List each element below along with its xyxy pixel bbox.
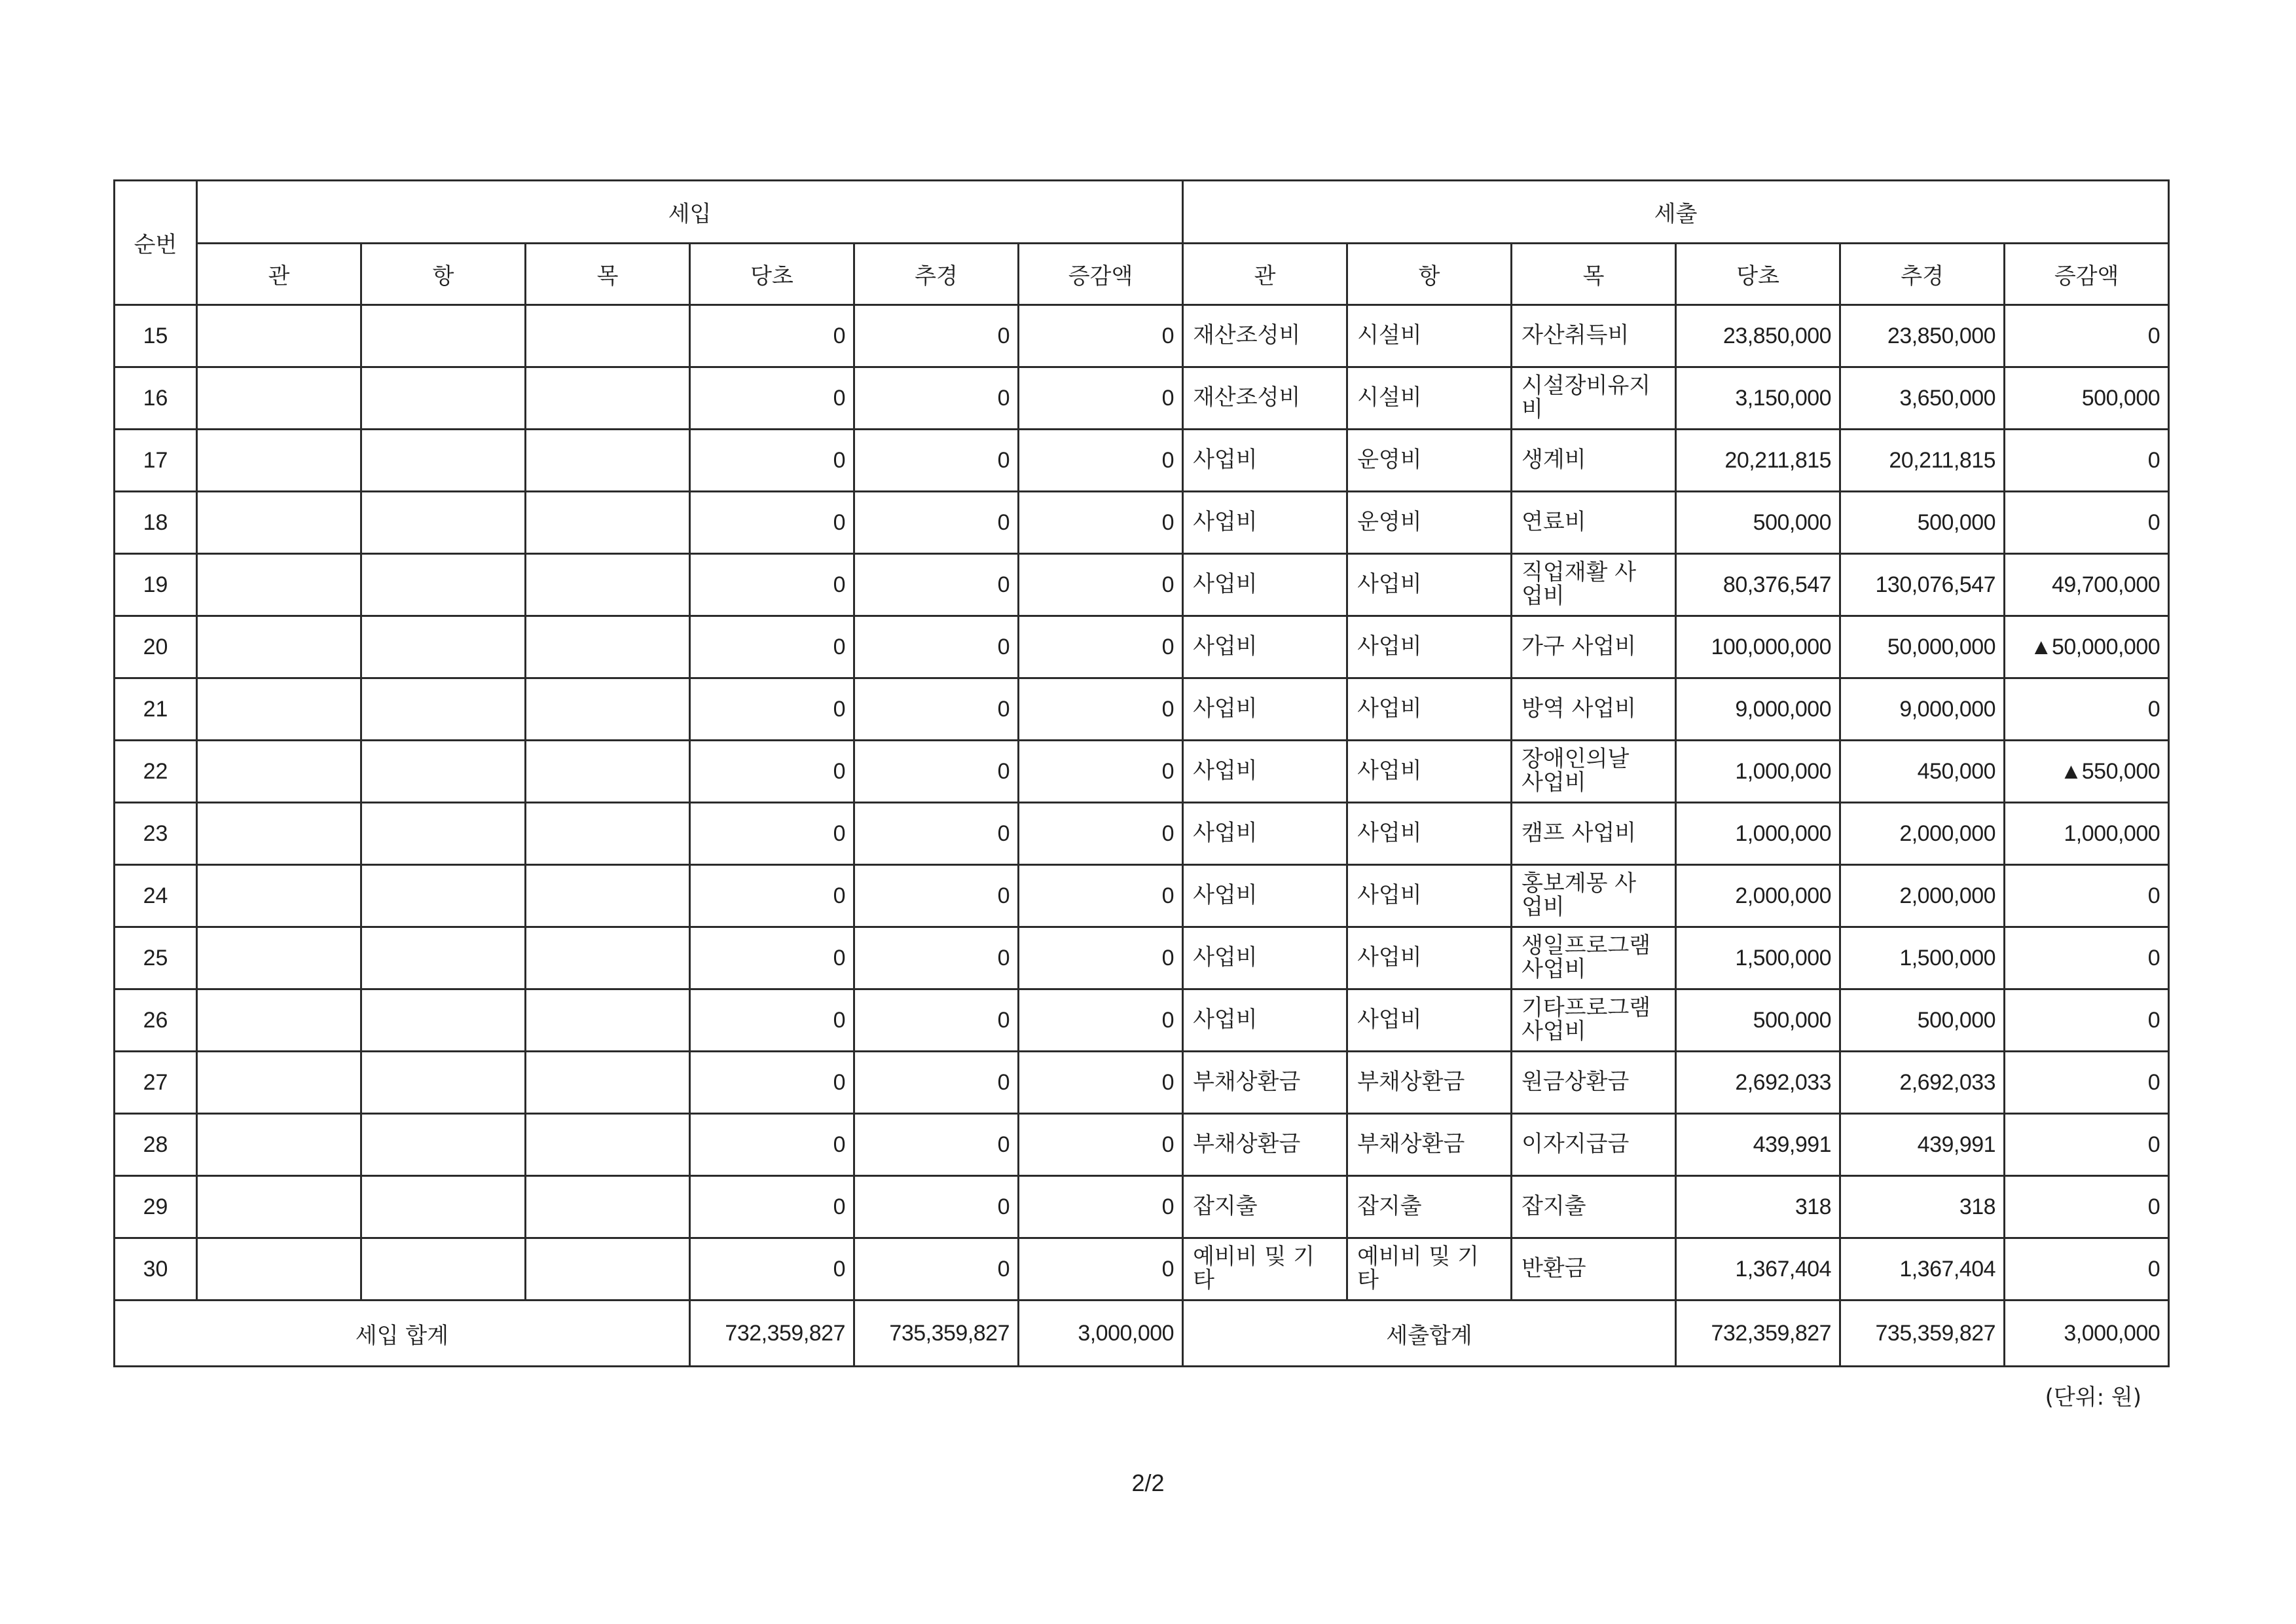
table-row bbox=[115, 989, 2169, 1052]
revenue-change-cell: 0 bbox=[1019, 367, 1183, 430]
expenditure-mok-cell: 기타프로그램 사업비 bbox=[1512, 989, 1676, 1052]
revenue-change-cell: 0 bbox=[1019, 741, 1183, 803]
revenue-gwan-cell bbox=[197, 678, 361, 741]
expenditure-gwan-cell: 사업비 bbox=[1183, 616, 1347, 678]
row-number-cell: 22 bbox=[115, 741, 197, 803]
revenue-gwan-cell bbox=[197, 367, 361, 430]
revenue-change-cell: 0 bbox=[1019, 492, 1183, 554]
expenditure-initial-cell: 1,500,000 bbox=[1676, 927, 1840, 989]
table-row bbox=[115, 678, 2169, 741]
revenue-initial-cell: 0 bbox=[690, 430, 854, 492]
revenue-mok-cell bbox=[526, 1176, 690, 1238]
expenditure-initial-header: 당초 bbox=[1676, 244, 1840, 305]
expenditure-gwan-cell: 사업비 bbox=[1183, 989, 1347, 1052]
revenue-revised-cell: 0 bbox=[854, 1052, 1019, 1114]
expenditure-revised-cell: 318 bbox=[1840, 1176, 2005, 1238]
revenue-change-cell: 0 bbox=[1019, 616, 1183, 678]
revenue-change-cell: 0 bbox=[1019, 865, 1183, 927]
revenue-change-cell: 0 bbox=[1019, 803, 1183, 865]
expenditure-hang-cell: 시설비 bbox=[1347, 367, 1512, 430]
revenue-change-cell: 0 bbox=[1019, 927, 1183, 989]
expenditure-revised-cell: 500,000 bbox=[1840, 989, 2005, 1052]
revenue-initial-cell: 0 bbox=[690, 492, 854, 554]
expenditure-initial-cell: 439,991 bbox=[1676, 1114, 1840, 1176]
expenditure-initial-cell: 1,367,404 bbox=[1676, 1238, 1840, 1301]
revenue-initial-cell: 0 bbox=[690, 1238, 854, 1301]
expenditure-total-label: 세출합계 bbox=[1183, 1301, 1676, 1367]
revenue-change-cell: 0 bbox=[1019, 430, 1183, 492]
expenditure-mok-cell: 이자지급금 bbox=[1512, 1114, 1676, 1176]
revenue-revised-cell: 0 bbox=[854, 865, 1019, 927]
revenue-revised-cell: 0 bbox=[854, 616, 1019, 678]
expenditure-mok-cell: 캠프 사업비 bbox=[1512, 803, 1676, 865]
expenditure-change-cell: 0 bbox=[2005, 927, 2169, 989]
expenditure-hang-cell: 운영비 bbox=[1347, 492, 1512, 554]
row-number-cell: 19 bbox=[115, 554, 197, 616]
expenditure-revised-cell: 2,692,033 bbox=[1840, 1052, 2005, 1114]
table-row bbox=[115, 616, 2169, 678]
revenue-revised-cell: 0 bbox=[854, 492, 1019, 554]
revenue-change-cell: 0 bbox=[1019, 1052, 1183, 1114]
expenditure-gwan-cell: 잡지출 bbox=[1183, 1176, 1347, 1238]
row-number-cell: 16 bbox=[115, 367, 197, 430]
expenditure-change-cell: 0 bbox=[2005, 1114, 2169, 1176]
expenditure-initial-cell: 20,211,815 bbox=[1676, 430, 1840, 492]
revenue-revised-cell: 0 bbox=[854, 1114, 1019, 1176]
expenditure-mok-cell: 시설장비유지비 bbox=[1512, 367, 1676, 430]
expenditure-mok-cell: 생일프로그램 사업비 bbox=[1512, 927, 1676, 989]
expenditure-gwan-cell: 재산조성비 bbox=[1183, 367, 1347, 430]
revenue-header: 세입 bbox=[197, 181, 1183, 244]
expenditure-revised-header: 추경 bbox=[1840, 244, 2005, 305]
row-number-cell: 26 bbox=[115, 989, 197, 1052]
table-row bbox=[115, 927, 2169, 989]
revenue-hang-cell bbox=[361, 865, 526, 927]
expenditure-mok-cell: 반환금 bbox=[1512, 1238, 1676, 1301]
revenue-hang-cell bbox=[361, 1114, 526, 1176]
expenditure-gwan-cell: 사업비 bbox=[1183, 678, 1347, 741]
revenue-hang-cell bbox=[361, 554, 526, 616]
expenditure-revised-cell: 1,367,404 bbox=[1840, 1238, 2005, 1301]
revenue-revised-cell: 0 bbox=[854, 927, 1019, 989]
expenditure-mok-cell: 잡지출 bbox=[1512, 1176, 1676, 1238]
expenditure-initial-cell: 80,376,547 bbox=[1676, 554, 1840, 616]
expenditure-change-cell: 0 bbox=[2005, 1176, 2169, 1238]
revenue-revised-cell: 0 bbox=[854, 554, 1019, 616]
expenditure-initial-cell: 3,150,000 bbox=[1676, 367, 1840, 430]
revenue-change-cell: 0 bbox=[1019, 554, 1183, 616]
expenditure-initial-cell: 2,692,033 bbox=[1676, 1052, 1840, 1114]
revenue-hang-cell bbox=[361, 1238, 526, 1301]
revenue-mok-cell bbox=[526, 367, 690, 430]
expenditure-hang-cell: 사업비 bbox=[1347, 554, 1512, 616]
revenue-hang-cell bbox=[361, 430, 526, 492]
revenue-hang-cell bbox=[361, 616, 526, 678]
row-number-cell: 20 bbox=[115, 616, 197, 678]
revenue-change-cell: 0 bbox=[1019, 989, 1183, 1052]
expenditure-hang-header: 항 bbox=[1347, 244, 1512, 305]
table-row bbox=[115, 430, 2169, 492]
revenue-change-cell: 0 bbox=[1019, 1176, 1183, 1238]
revenue-initial-cell: 0 bbox=[690, 989, 854, 1052]
expenditure-hang-cell: 사업비 bbox=[1347, 616, 1512, 678]
expenditure-hang-cell: 사업비 bbox=[1347, 989, 1512, 1052]
expenditure-hang-cell: 사업비 bbox=[1347, 927, 1512, 989]
revenue-mok-cell bbox=[526, 989, 690, 1052]
table-row bbox=[115, 492, 2169, 554]
revenue-mok-cell bbox=[526, 678, 690, 741]
revenue-mok-cell bbox=[526, 492, 690, 554]
row-number-cell: 30 bbox=[115, 1238, 197, 1301]
row-number-cell: 28 bbox=[115, 1114, 197, 1176]
expenditure-mok-cell: 자산취득비 bbox=[1512, 305, 1676, 367]
expenditure-mok-cell: 생계비 bbox=[1512, 430, 1676, 492]
revenue-initial-cell: 0 bbox=[690, 305, 854, 367]
expenditure-hang-cell: 잡지출 bbox=[1347, 1176, 1512, 1238]
expenditure-gwan-cell: 사업비 bbox=[1183, 741, 1347, 803]
revenue-initial-cell: 0 bbox=[690, 367, 854, 430]
revenue-mok-cell bbox=[526, 927, 690, 989]
row-number-cell: 29 bbox=[115, 1176, 197, 1238]
revenue-gwan-cell bbox=[197, 1114, 361, 1176]
expenditure-gwan-cell: 사업비 bbox=[1183, 492, 1347, 554]
revenue-revised-header: 추경 bbox=[854, 244, 1019, 305]
revenue-revised-cell: 0 bbox=[854, 989, 1019, 1052]
expenditure-hang-cell: 예비비 및 기타 bbox=[1347, 1238, 1512, 1301]
revenue-mok-header: 목 bbox=[526, 244, 690, 305]
budget-table bbox=[113, 179, 2170, 1367]
expenditure-header: 세출 bbox=[1183, 181, 2169, 244]
row-number-cell: 23 bbox=[115, 803, 197, 865]
expenditure-gwan-header: 관 bbox=[1183, 244, 1347, 305]
expenditure-change-cell: ▲550,000 bbox=[2005, 741, 2169, 803]
revenue-revised-cell: 0 bbox=[854, 1176, 1019, 1238]
revenue-initial-cell: 0 bbox=[690, 803, 854, 865]
expenditure-mok-header: 목 bbox=[1512, 244, 1676, 305]
expenditure-revised-cell: 1,500,000 bbox=[1840, 927, 2005, 989]
revenue-mok-cell bbox=[526, 1052, 690, 1114]
expenditure-mok-cell: 연료비 bbox=[1512, 492, 1676, 554]
expenditure-change-cell: 0 bbox=[2005, 305, 2169, 367]
expenditure-initial-cell: 2,000,000 bbox=[1676, 865, 1840, 927]
revenue-initial-cell: 0 bbox=[690, 741, 854, 803]
revenue-gwan-cell bbox=[197, 616, 361, 678]
revenue-initial-header: 당초 bbox=[690, 244, 854, 305]
expenditure-initial-cell: 23,850,000 bbox=[1676, 305, 1840, 367]
expenditure-change-cell: 0 bbox=[2005, 492, 2169, 554]
expenditure-change-cell: 49,700,000 bbox=[2005, 554, 2169, 616]
expenditure-change-cell: 500,000 bbox=[2005, 367, 2169, 430]
table-row bbox=[115, 741, 2169, 803]
expenditure-hang-cell: 사업비 bbox=[1347, 865, 1512, 927]
expenditure-initial-cell: 100,000,000 bbox=[1676, 616, 1840, 678]
revenue-initial-cell: 0 bbox=[690, 1176, 854, 1238]
revenue-mok-cell bbox=[526, 865, 690, 927]
expenditure-revised-cell: 130,076,547 bbox=[1840, 554, 2005, 616]
revenue-change-cell: 0 bbox=[1019, 1238, 1183, 1301]
expenditure-gwan-cell: 부채상환금 bbox=[1183, 1052, 1347, 1114]
revenue-gwan-cell bbox=[197, 1052, 361, 1114]
revenue-mok-cell bbox=[526, 1114, 690, 1176]
expenditure-mok-cell: 원금상환금 bbox=[1512, 1052, 1676, 1114]
row-number-cell: 15 bbox=[115, 305, 197, 367]
revenue-total-revised: 735,359,827 bbox=[854, 1301, 1019, 1367]
table-row bbox=[115, 1176, 2169, 1238]
expenditure-gwan-cell: 재산조성비 bbox=[1183, 305, 1347, 367]
revenue-revised-cell: 0 bbox=[854, 678, 1019, 741]
revenue-change-cell: 0 bbox=[1019, 1114, 1183, 1176]
revenue-mok-cell bbox=[526, 616, 690, 678]
expenditure-change-cell: 1,000,000 bbox=[2005, 803, 2169, 865]
revenue-revised-cell: 0 bbox=[854, 305, 1019, 367]
revenue-change-cell: 0 bbox=[1019, 678, 1183, 741]
expenditure-revised-cell: 439,991 bbox=[1840, 1114, 2005, 1176]
expenditure-total-initial: 732,359,827 bbox=[1676, 1301, 1840, 1367]
table-row bbox=[115, 1052, 2169, 1114]
revenue-revised-cell: 0 bbox=[854, 803, 1019, 865]
revenue-total-initial: 732,359,827 bbox=[690, 1301, 854, 1367]
revenue-hang-header: 항 bbox=[361, 244, 526, 305]
expenditure-gwan-cell: 사업비 bbox=[1183, 430, 1347, 492]
row-number-cell: 24 bbox=[115, 865, 197, 927]
expenditure-total-change: 3,000,000 bbox=[2005, 1301, 2169, 1367]
seq-header: 순번 bbox=[115, 181, 197, 305]
revenue-hang-cell bbox=[361, 492, 526, 554]
table-row bbox=[115, 1114, 2169, 1176]
revenue-hang-cell bbox=[361, 927, 526, 989]
expenditure-hang-cell: 운영비 bbox=[1347, 430, 1512, 492]
row-number-cell: 17 bbox=[115, 430, 197, 492]
table-row bbox=[115, 367, 2169, 430]
revenue-gwan-cell bbox=[197, 492, 361, 554]
revenue-initial-cell: 0 bbox=[690, 1114, 854, 1176]
totals-row bbox=[115, 1301, 2169, 1367]
expenditure-gwan-cell: 부채상환금 bbox=[1183, 1114, 1347, 1176]
table-row bbox=[115, 1238, 2169, 1301]
revenue-initial-cell: 0 bbox=[690, 554, 854, 616]
table-row bbox=[115, 305, 2169, 367]
revenue-change-header: 증감액 bbox=[1019, 244, 1183, 305]
expenditure-initial-cell: 500,000 bbox=[1676, 989, 1840, 1052]
revenue-hang-cell bbox=[361, 1052, 526, 1114]
revenue-gwan-cell bbox=[197, 430, 361, 492]
revenue-hang-cell bbox=[361, 989, 526, 1052]
expenditure-revised-cell: 2,000,000 bbox=[1840, 865, 2005, 927]
expenditure-initial-cell: 318 bbox=[1676, 1176, 1840, 1238]
row-number-cell: 25 bbox=[115, 927, 197, 989]
expenditure-revised-cell: 500,000 bbox=[1840, 492, 2005, 554]
revenue-gwan-cell bbox=[197, 989, 361, 1052]
expenditure-gwan-cell: 사업비 bbox=[1183, 927, 1347, 989]
expenditure-mok-cell: 가구 사업비 bbox=[1512, 616, 1676, 678]
expenditure-change-cell: 0 bbox=[2005, 1238, 2169, 1301]
expenditure-hang-cell: 사업비 bbox=[1347, 803, 1512, 865]
revenue-gwan-cell bbox=[197, 305, 361, 367]
revenue-mok-cell bbox=[526, 305, 690, 367]
header-row-top bbox=[115, 181, 2169, 244]
expenditure-initial-cell: 1,000,000 bbox=[1676, 741, 1840, 803]
revenue-revised-cell: 0 bbox=[854, 741, 1019, 803]
revenue-initial-cell: 0 bbox=[690, 616, 854, 678]
revenue-revised-cell: 0 bbox=[854, 1238, 1019, 1301]
expenditure-hang-cell: 사업비 bbox=[1347, 741, 1512, 803]
expenditure-mok-cell: 방역 사업비 bbox=[1512, 678, 1676, 741]
revenue-gwan-header: 관 bbox=[197, 244, 361, 305]
revenue-initial-cell: 0 bbox=[690, 865, 854, 927]
expenditure-revised-cell: 20,211,815 bbox=[1840, 430, 2005, 492]
table-row bbox=[115, 554, 2169, 616]
expenditure-change-cell: 0 bbox=[2005, 678, 2169, 741]
expenditure-total-revised: 735,359,827 bbox=[1840, 1301, 2005, 1367]
revenue-gwan-cell bbox=[197, 865, 361, 927]
expenditure-gwan-cell: 예비비 및 기타 bbox=[1183, 1238, 1347, 1301]
revenue-hang-cell bbox=[361, 1176, 526, 1238]
revenue-mok-cell bbox=[526, 803, 690, 865]
revenue-total-label: 세입 합계 bbox=[115, 1301, 690, 1367]
revenue-total-change: 3,000,000 bbox=[1019, 1301, 1183, 1367]
revenue-mok-cell bbox=[526, 1238, 690, 1301]
expenditure-initial-cell: 9,000,000 bbox=[1676, 678, 1840, 741]
page-number: 2/2 bbox=[1131, 1469, 1165, 1496]
header-row-sub bbox=[115, 244, 2169, 305]
expenditure-change-cell: 0 bbox=[2005, 1052, 2169, 1114]
revenue-revised-cell: 0 bbox=[854, 430, 1019, 492]
revenue-mok-cell bbox=[526, 741, 690, 803]
expenditure-revised-cell: 50,000,000 bbox=[1840, 616, 2005, 678]
revenue-hang-cell bbox=[361, 741, 526, 803]
expenditure-gwan-cell: 사업비 bbox=[1183, 865, 1347, 927]
expenditure-revised-cell: 3,650,000 bbox=[1840, 367, 2005, 430]
expenditure-change-cell: ▲50,000,000 bbox=[2005, 616, 2169, 678]
revenue-initial-cell: 0 bbox=[690, 927, 854, 989]
row-number-cell: 21 bbox=[115, 678, 197, 741]
expenditure-revised-cell: 9,000,000 bbox=[1840, 678, 2005, 741]
revenue-mok-cell bbox=[526, 430, 690, 492]
row-number-cell: 27 bbox=[115, 1052, 197, 1114]
expenditure-change-cell: 0 bbox=[2005, 430, 2169, 492]
revenue-change-cell: 0 bbox=[1019, 305, 1183, 367]
table-row bbox=[115, 865, 2169, 927]
expenditure-mok-cell: 홍보계몽 사업비 bbox=[1512, 865, 1676, 927]
expenditure-hang-cell: 사업비 bbox=[1347, 678, 1512, 741]
row-number-cell: 18 bbox=[115, 492, 197, 554]
revenue-gwan-cell bbox=[197, 1238, 361, 1301]
expenditure-initial-cell: 1,000,000 bbox=[1676, 803, 1840, 865]
revenue-initial-cell: 0 bbox=[690, 678, 854, 741]
revenue-gwan-cell bbox=[197, 554, 361, 616]
revenue-hang-cell bbox=[361, 305, 526, 367]
unit-note: (단위: 원) bbox=[2045, 1384, 2141, 1411]
expenditure-hang-cell: 부채상환금 bbox=[1347, 1052, 1512, 1114]
expenditure-mok-cell: 장애인의날 사업비 bbox=[1512, 741, 1676, 803]
revenue-mok-cell bbox=[526, 554, 690, 616]
expenditure-mok-cell: 직업재활 사업비 bbox=[1512, 554, 1676, 616]
expenditure-gwan-cell: 사업비 bbox=[1183, 803, 1347, 865]
revenue-gwan-cell bbox=[197, 741, 361, 803]
expenditure-initial-cell: 500,000 bbox=[1676, 492, 1840, 554]
expenditure-hang-cell: 부채상환금 bbox=[1347, 1114, 1512, 1176]
expenditure-change-cell: 0 bbox=[2005, 989, 2169, 1052]
expenditure-revised-cell: 2,000,000 bbox=[1840, 803, 2005, 865]
revenue-initial-cell: 0 bbox=[690, 1052, 854, 1114]
expenditure-gwan-cell: 사업비 bbox=[1183, 554, 1347, 616]
revenue-gwan-cell bbox=[197, 803, 361, 865]
revenue-gwan-cell bbox=[197, 927, 361, 989]
table-row bbox=[115, 803, 2169, 865]
revenue-gwan-cell bbox=[197, 1176, 361, 1238]
revenue-hang-cell bbox=[361, 678, 526, 741]
expenditure-hang-cell: 시설비 bbox=[1347, 305, 1512, 367]
expenditure-change-header: 증감액 bbox=[2005, 244, 2169, 305]
expenditure-revised-cell: 23,850,000 bbox=[1840, 305, 2005, 367]
revenue-revised-cell: 0 bbox=[854, 367, 1019, 430]
revenue-hang-cell bbox=[361, 803, 526, 865]
expenditure-revised-cell: 450,000 bbox=[1840, 741, 2005, 803]
revenue-hang-cell bbox=[361, 367, 526, 430]
expenditure-change-cell: 0 bbox=[2005, 865, 2169, 927]
